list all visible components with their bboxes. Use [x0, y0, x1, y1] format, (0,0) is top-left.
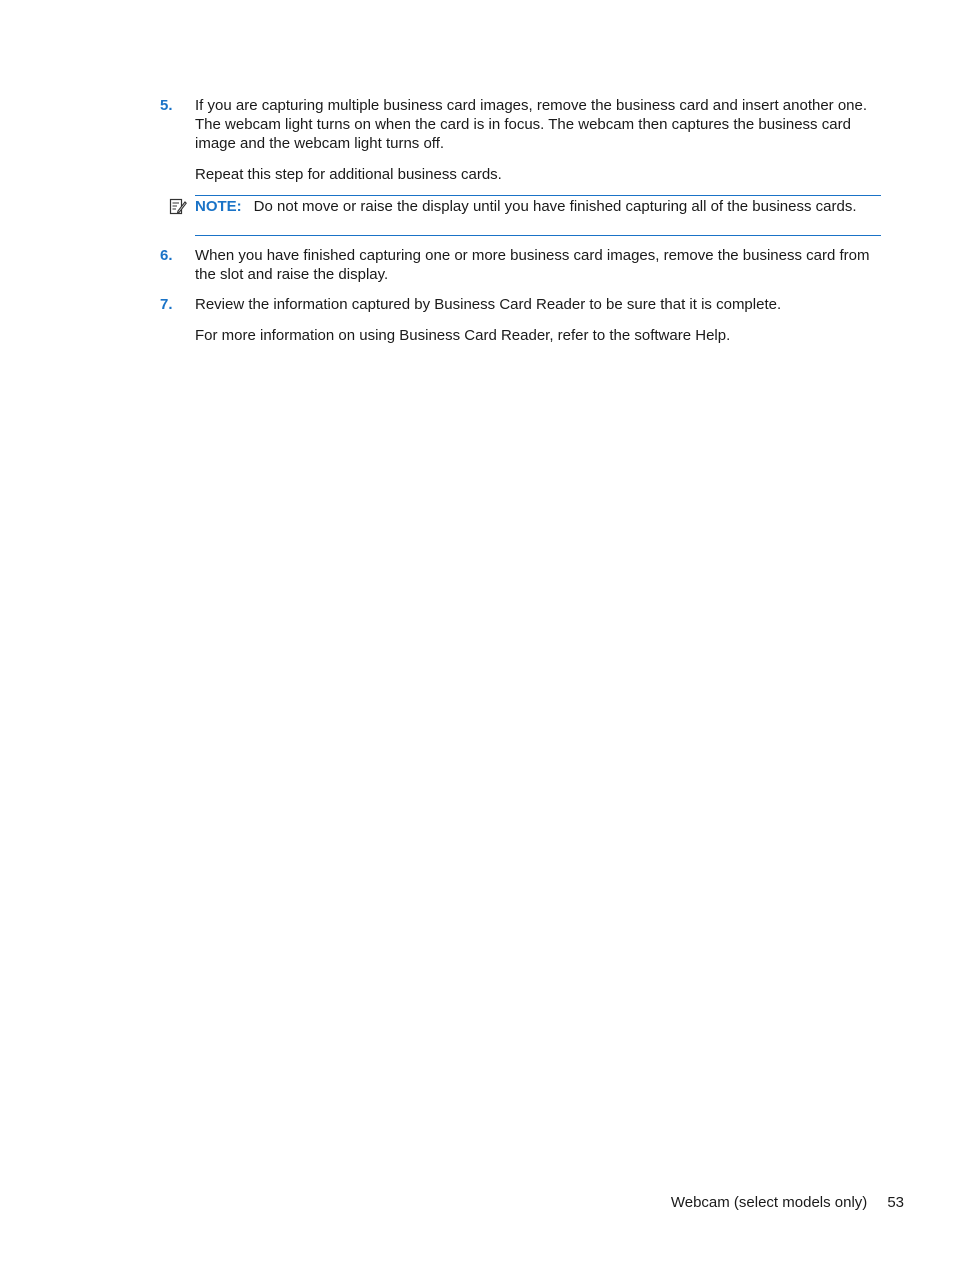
- note-body: Do not move or raise the display until you have finished capturing all of the business cards.: [253, 198, 857, 215]
- page-number: 53: [887, 1194, 904, 1211]
- page-footer: [671, 1193, 904, 1212]
- note-label: NOTE:: [195, 198, 242, 215]
- more-info-paragraph: For more information on using Business Card Reader, refer to the software Help.: [195, 327, 731, 344]
- step-text: If you are capturing multiple business card images, remove the business card and insert another one. The webcam light turns on when the card is in focus. The webcam then captures the business card image and the webcam light turns off.: [195, 97, 868, 152]
- note-pencil-icon: [169, 197, 187, 215]
- note-text-block: [195, 197, 881, 216]
- step-number: 5.: [160, 97, 173, 114]
- step-text: When you have finished capturing one or more business card images, remove the business card from the slot and raise the display.: [195, 247, 870, 283]
- step-text: Review the information captured by Business Card Reader to be sure that it is complete.: [195, 296, 782, 313]
- repeat-paragraph: Repeat this step for additional business cards.: [195, 166, 502, 183]
- step-number: 6.: [160, 247, 173, 264]
- step-number: 7.: [160, 296, 173, 313]
- note-box: [195, 195, 881, 236]
- footer-section-title: Webcam (select models only): [670, 1194, 868, 1211]
